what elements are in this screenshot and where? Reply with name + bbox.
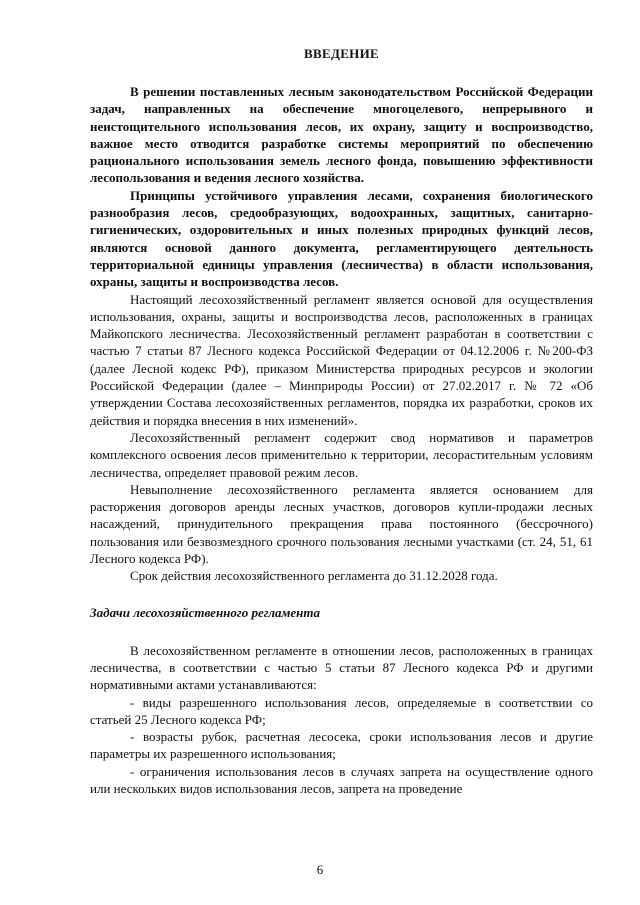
page-number: 6: [316, 862, 324, 877]
intro-paragraph-2: Принципы устойчивого управления лесами, сохранения биологического разнообразия лесов, средообразующих, водоохранных, защитных, санитарно-гигиенических, оздоровительных и иных полезных природных функций лесов, являются основой данного документа, регламентирующего деятельность территориальной единицы управления (лесничества) в области использования, охраны, защиты и воспроизводства лесов.: [90, 187, 593, 290]
list-item: - ограничения использования лесов в случаях запрета на осуществление одного или нескольких видов использования лесов, запрета на проведение: [90, 763, 593, 796]
section-title: Задачи лесохозяйственного регламента: [90, 604, 321, 620]
body-paragraph-validity: Срок действия лесохозяйственного регламента до 31.12.2028 года.: [130, 568, 498, 584]
body-paragraph-3: Невыполнение лесохозяйственного регламента является основанием для расторжения договоров аренды лесных участков, договоров купли-продажи лесных насаждений, принудительного прекращения права постоянного (бессрочного) пользования или безвозмездного срочного пользования лесными участками (ст. 24, 51, 61 Лесного кодекса РФ).: [90, 481, 593, 567]
body-paragraph-2: Лесохозяйственный регламент содержит свод нормативов и параметров комплексного освоения лесов применительно к территории, лесорастительным условиям лесничества, определяет правовой режим лесов.: [90, 429, 593, 480]
list-item: - возрасты рубок, расчетная лесосека, сроки использования лесов и другие параметры их разрешенного использования;: [90, 729, 593, 762]
body-paragraph-1: Настоящий лесохозяйственный регламент является основой для осуществления использования, охраны, защиты и воспроизводства лесов, расположенных в границах Майкопского лесничества. Лесохозяйственный регламент разработан в соответствии с частью 7 статьи 87 Лесного кодекса Российской Федерации от 04.12.2006 г. №200-ФЗ (далее Лесной кодекс РФ), приказом Министерства природных ресурсов и экологии Российской Федерации (далее – Минприроды России) от 27.02.2017 г. № 72 «Об утверждении Состава лесохозяйственных регламентов, порядка их разработки, сроков их действия и порядка внесения в них изменений».: [90, 291, 593, 428]
intro-paragraph-1: В решении поставленных лесным законодательством Российской Федерации задач, направленных на обеспечение многоцелевого, непрерывного и неистощительного использования лесов, их охрану, защиту и воспроизводство, важное место отводится разработке системы мероприятий по обеспечению рационального использования земель лесного фонда, повышению эффективности лесопользования и ведения лесного хозяйства.: [90, 84, 593, 186]
list-item: - виды разрешенного использования лесов, определяемые в соответствии со статьей 25 Лесного кодекса РФ;: [90, 694, 593, 727]
section-intro-paragraph: В лесохозяйственном регламенте в отношении лесов, расположенных в границах лесничества, в соответствии с частью 5 статьи 87 Лесного кодекса РФ и другими нормативными актами устанавливаются:: [90, 642, 593, 693]
page-title: ВВЕДЕНИЕ: [304, 46, 379, 61]
